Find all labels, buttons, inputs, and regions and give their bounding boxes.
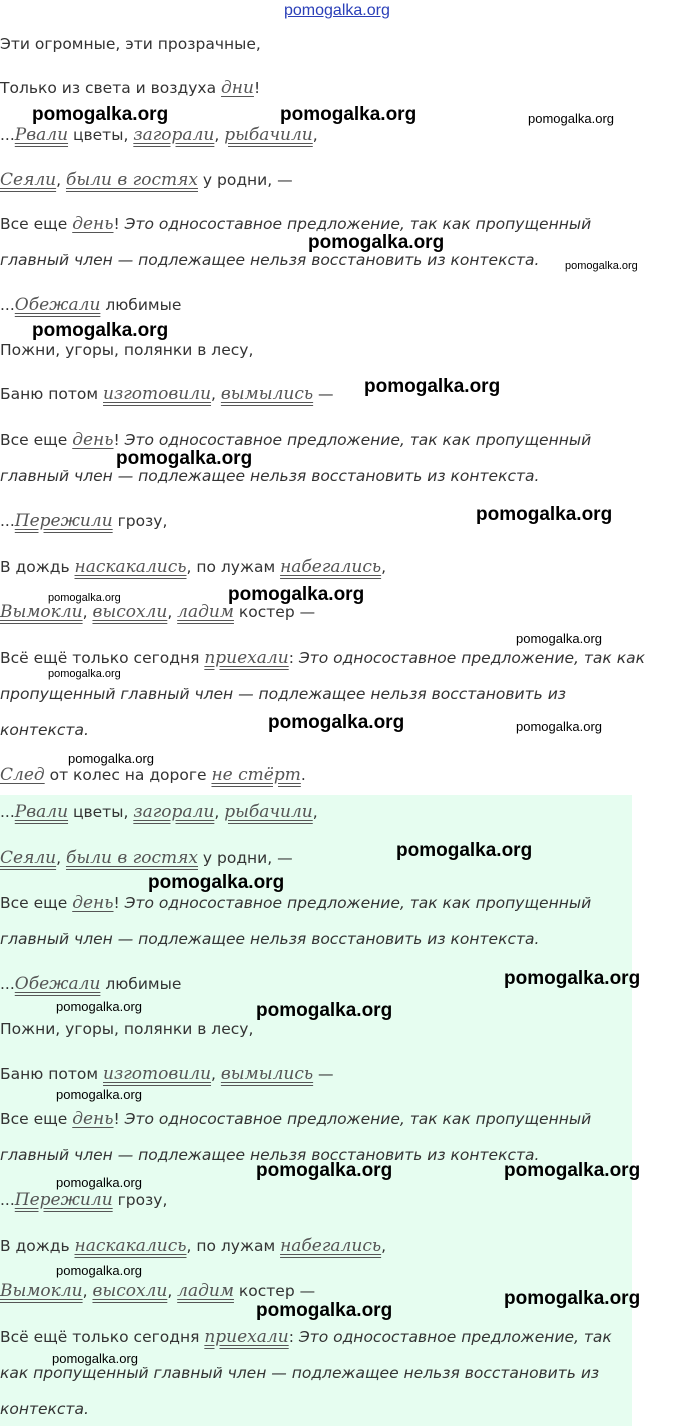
comment-line: контекста. (0, 1400, 89, 1418)
poem-line: ...Обежали любимые (0, 974, 182, 994)
predicate-word: вымылись (220, 384, 314, 404)
poem-line: Все еще день! Это односоставное предложение, так как пропущенный (0, 893, 592, 913)
subject-word: день (72, 430, 114, 450)
watermark: pomogalka.org (364, 376, 501, 397)
watermark: pomogalka.org (56, 999, 142, 1014)
watermark: pomogalka.org (32, 320, 169, 341)
watermark: pomogalka.org (476, 504, 613, 525)
poem-line: ...Рвали цветы, загорали, рыбачили, (0, 802, 318, 822)
predicate-word: наскакались (74, 1236, 187, 1256)
comment-line: главный член — подлежащее нельзя восстановить из контекста. (0, 930, 540, 948)
comment-text: Это односоставное предложение, так (298, 1328, 612, 1346)
watermark: pomogalka.org (56, 1263, 142, 1278)
comment-text: Это односоставное предложение, так как пропущенный (124, 894, 592, 912)
poem-line: Вымокли, высохли, ладим костер — (0, 602, 316, 622)
watermark: pomogalka.org (116, 448, 253, 469)
poem-line: В дождь наскакались, по лужам набегались, (0, 557, 387, 577)
watermark: pomogalka.org (52, 1351, 138, 1366)
predicate-word: рыбачили (224, 802, 313, 822)
predicate-word: Рвали (14, 125, 69, 145)
predicate-word: Сеяли (0, 848, 57, 868)
poem-line: Только из света и воздуха дни! (0, 78, 261, 98)
watermark: pomogalka.org (256, 1300, 393, 1321)
watermark: pomogalka.org (268, 712, 405, 733)
poem-line: Баню потом изготовили, вымылись — (0, 384, 334, 404)
poem-line: Баню потом изготовили, вымылись — (0, 1064, 334, 1084)
watermark: pomogalka.org (308, 232, 445, 253)
predicate-word: Обежали (14, 295, 101, 315)
predicate-word: вымылись (220, 1064, 314, 1084)
predicate-word: наскакались (74, 557, 187, 577)
comment-line: как пропущенный главный член — подлежащее нельзя восстановить из (0, 1364, 600, 1382)
watermark: pomogalka.org (68, 751, 154, 766)
watermark: pomogalka.org (280, 104, 417, 125)
predicate-word: изготовили (103, 384, 212, 404)
poem-line: Пожни, угоры, полянки в лесу, (0, 1020, 254, 1038)
predicate-word: набегались (280, 557, 382, 577)
comment-line: главный член — подлежащее нельзя восстановить из контекста. (0, 1146, 540, 1164)
predicate-word: Сеяли (0, 170, 57, 190)
predicate-word: были в гостях (65, 170, 198, 190)
predicate-word: ладим (177, 602, 234, 622)
watermark: pomogalka.org (56, 1087, 142, 1102)
watermark: pomogalka.org (504, 968, 641, 989)
poem-line: ...Обежали любимые (0, 295, 182, 315)
comment-text: Это односоставное предложение, так как (298, 649, 645, 667)
predicate-word: не стёрт (211, 765, 301, 785)
predicate-word: загорали (133, 802, 215, 822)
predicate-word: приехали (204, 1327, 289, 1347)
watermark: pomogalka.org (228, 584, 365, 605)
poem-line: Все еще день! Это односоставное предложение, так как пропущенный (0, 1109, 592, 1129)
comment-text: Это односоставное предложение, так как пропущенный (124, 215, 592, 233)
poem-line: Все еще день! Это односоставное предложение, так как пропущенный (0, 214, 592, 234)
watermark: pomogalka.org (516, 719, 602, 734)
subject-word: день (72, 214, 114, 234)
predicate-word: загорали (133, 125, 215, 145)
predicate-word: Вымокли (0, 1281, 83, 1301)
watermark: pomogalka.org (565, 260, 638, 272)
site-link[interactable]: pomogalka.org (284, 2, 390, 19)
comment-line: контекста. (0, 721, 89, 739)
watermark: pomogalka.org (396, 840, 533, 861)
poem-line: Сеяли, были в гостях у родни, — (0, 170, 293, 190)
poem-line: ...Пережили грозу, (0, 511, 168, 531)
watermark: pomogalka.org (32, 104, 169, 125)
comment-text: Это односоставное предложение, так как пропущенный (124, 1110, 592, 1128)
predicate-word: Рвали (14, 802, 69, 822)
watermark: pomogalka.org (504, 1288, 641, 1309)
watermark: pomogalka.org (48, 668, 121, 680)
watermark: pomogalka.org (48, 592, 121, 604)
predicate-word: Пережили (14, 1190, 113, 1210)
poem-line: Всё ещё только сегодня приехали: Это односоставное предложение, так как (0, 648, 645, 668)
predicate-word: Вымокли (0, 602, 83, 622)
subject-word: день (72, 893, 114, 913)
comment-line: пропущенный главный член — подлежащее нельзя восстановить из (0, 685, 567, 703)
poem-line: ...Рвали цветы, загорали, рыбачили, (0, 125, 318, 145)
watermark: pomogalka.org (256, 1000, 393, 1021)
comment-line: главный член — подлежащее нельзя восстановить из контекста. (0, 251, 540, 269)
subject-word: дни (221, 78, 254, 98)
comment-line: главный член — подлежащее нельзя восстановить из контекста. (0, 467, 540, 485)
watermark: pomogalka.org (516, 631, 602, 646)
predicate-word: высохли (92, 602, 168, 622)
poem-line: Всё ещё только сегодня приехали: Это односоставное предложение, так (0, 1327, 612, 1347)
poem-line: Пожни, угоры, полянки в лесу, (0, 341, 254, 359)
poem-line: Эти огромные, эти прозрачные, (0, 35, 261, 53)
watermark: pomogalka.org (148, 872, 285, 893)
watermark: pomogalka.org (256, 1160, 393, 1181)
poem-line: ...Пережили грозу, (0, 1190, 168, 1210)
predicate-word: Пережили (14, 511, 113, 531)
predicate-word: приехали (204, 648, 289, 668)
watermark: pomogalka.org (56, 1175, 142, 1190)
watermark: pomogalka.org (528, 111, 614, 126)
predicate-word: Обежали (14, 974, 101, 994)
predicate-word: рыбачили (224, 125, 313, 145)
poem-line: Все еще день! Это односоставное предложение, так как пропущенный (0, 430, 592, 450)
predicate-word: ладим (177, 1281, 234, 1301)
subject-word: день (72, 1109, 114, 1129)
predicate-word: были в гостях (65, 848, 198, 868)
poem-line: След от колес на дороге не стёрт. (0, 765, 306, 785)
poem-line: Сеяли, были в гостях у родни, — (0, 848, 293, 868)
watermark: pomogalka.org (504, 1160, 641, 1181)
poem-line: В дождь наскакались, по лужам набегались, (0, 1236, 387, 1256)
subject-word: След (0, 765, 45, 785)
predicate-word: набегались (280, 1236, 382, 1256)
predicate-word: изготовили (103, 1064, 212, 1084)
comment-text: Это односоставное предложение, так как пропущенный (124, 431, 592, 449)
poem-line: Вымокли, высохли, ладим костер — (0, 1281, 316, 1301)
predicate-word: высохли (92, 1281, 168, 1301)
